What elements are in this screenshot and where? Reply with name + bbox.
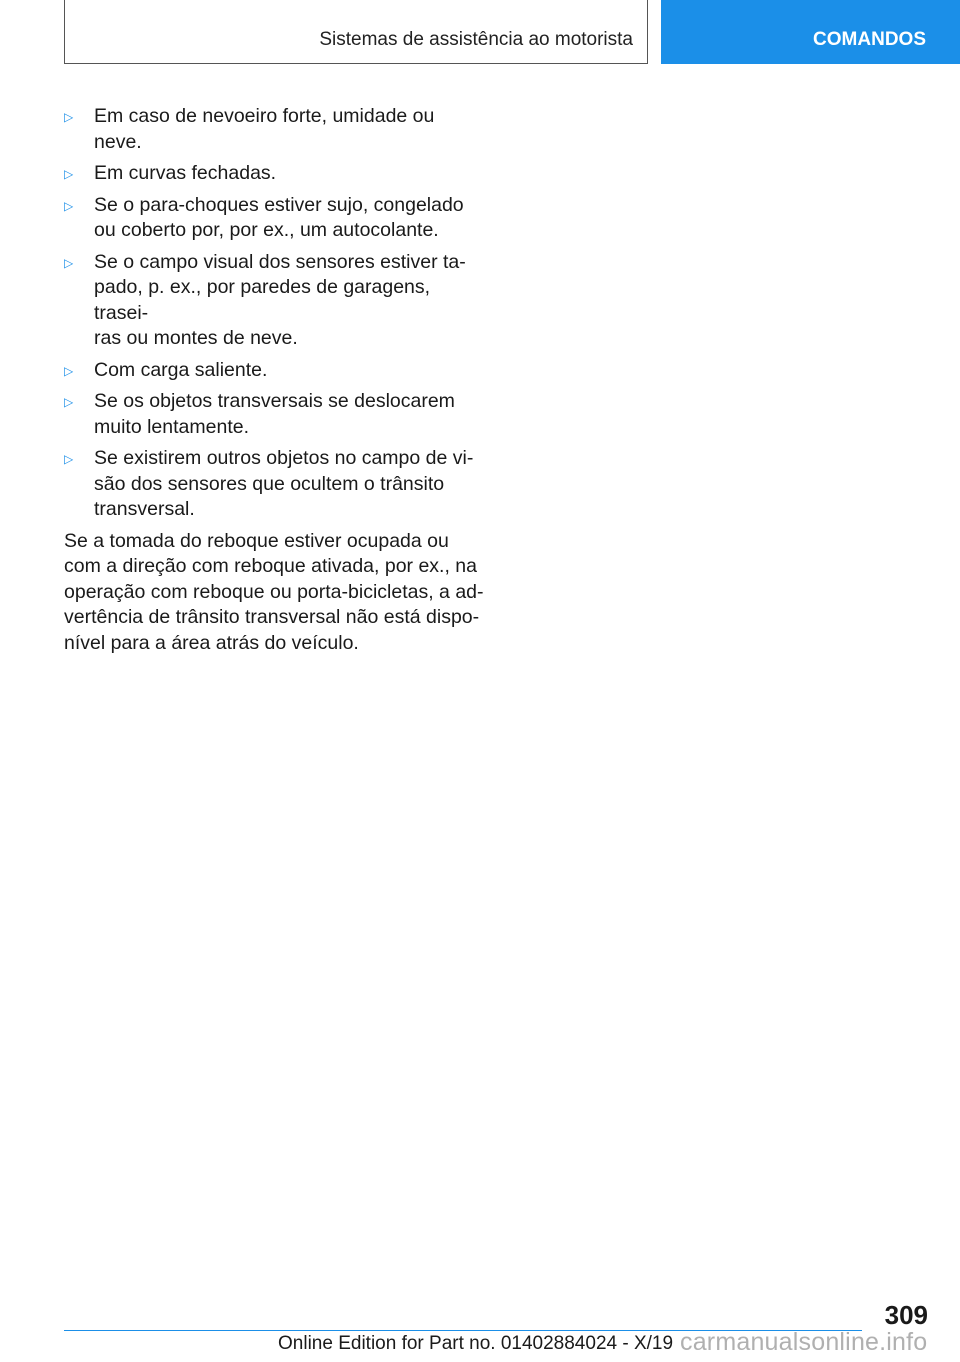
bullet-text-line: pado, p. ex., por paredes de garagens, trasei- [94, 276, 431, 324]
body-paragraph [64, 529, 484, 657]
triangle-right-outline-icon: ▷ [64, 452, 74, 466]
bullet-item [64, 358, 484, 384]
bullet-text-line: Em curvas fechadas. [94, 162, 277, 184]
bullet-item [64, 250, 484, 352]
triangle-right-outline-icon: ▷ [64, 395, 74, 409]
bullet-text-line: são dos sensores que ocultem o trânsito [94, 472, 445, 495]
bullet-item [64, 193, 484, 244]
page-number: 309 [884, 1300, 928, 1330]
bullet-item [64, 446, 484, 523]
triangle-right-outline-icon: ▷ [64, 363, 74, 378]
paragraph-line: operação com reboque ou porta-bicicletas, a ad- [64, 580, 484, 603]
paragraph-line: nível para a área atrás do veículo. [64, 631, 359, 654]
watermark: carmanualsonline.info [680, 1328, 928, 1356]
header-box [64, 0, 648, 64]
section-tab-label: COMANDOS [813, 29, 926, 50]
bullet-text-line: Se os objetos transversais se deslocarem [94, 390, 455, 412]
paragraph-line: com a direção com reboque ativada, por ex., na [64, 555, 477, 577]
bullet-text-line: muito lentamente. [94, 415, 250, 438]
bullet-text-line: transversal. [94, 498, 195, 520]
bullet-list [64, 104, 484, 523]
bullet-text-line: Se existirem outros objetos no campo de vi- [94, 447, 474, 469]
page-content [64, 104, 484, 656]
bullet-text-line: Em caso de nevoeiro forte, umidade ou neve. [94, 105, 435, 153]
bullet-text-line: Com carga saliente. [94, 358, 268, 381]
bullet-item [64, 161, 484, 187]
header-title: Sistemas de assistência ao motorista [319, 29, 633, 50]
bullet-item [64, 104, 484, 155]
bullet-item [64, 389, 484, 440]
bullet-text-line: ras ou montes de neve. [94, 327, 298, 349]
bullet-text-line: ou coberto por, por ex., um autocolante. [94, 219, 439, 241]
paragraph-line: vertência de trânsito transversal não está dispo- [64, 606, 480, 628]
triangle-right-outline-icon: ▷ [64, 255, 74, 270]
triangle-right-outline-icon: ▷ [64, 167, 74, 181]
triangle-right-outline-icon: ▷ [64, 110, 74, 124]
section-tab [661, 0, 960, 64]
footer-edition: Online Edition for Part no. 01402884024 - X/19 [278, 1333, 674, 1354]
paragraph-line: Se a tomada do reboque estiver ocupada ou [64, 529, 449, 552]
bullet-text-line: Se o campo visual dos sensores estiver ta- [94, 250, 466, 273]
triangle-right-outline-icon: ▷ [64, 198, 74, 213]
bullet-text-line: Se o para-choques estiver sujo, congelado [94, 193, 464, 216]
